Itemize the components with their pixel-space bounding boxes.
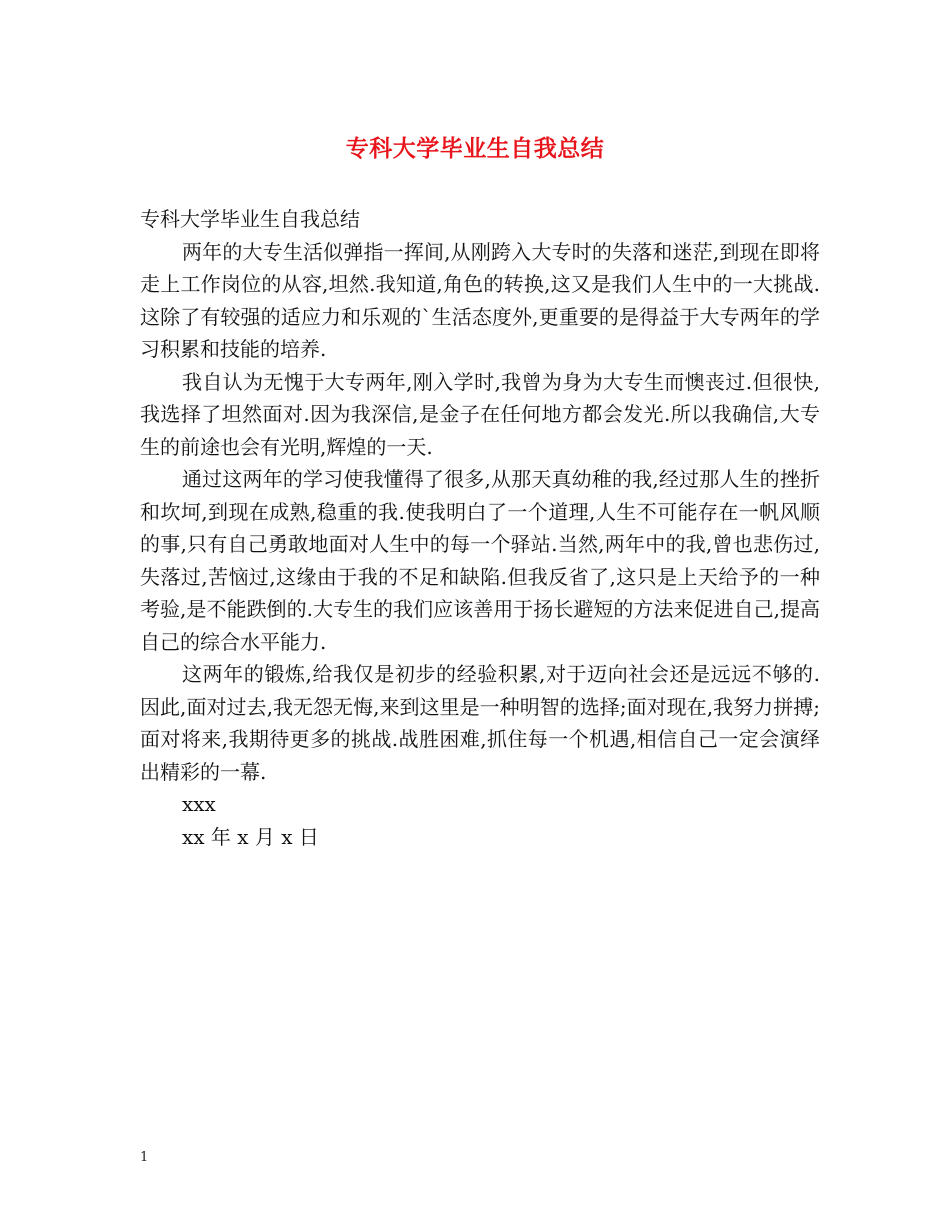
signature: xxx (182, 792, 216, 816)
document-subheading: 专科大学毕业生自我总结 (140, 207, 360, 231)
page-number: 1 (140, 1150, 149, 1165)
paragraph-1: 两年的大专生活似弹指一挥间,从刚跨入大专时的失落和迷茫,到现在即将走上工作岗位的从容,坦然.我知道,角色的转换,这又是我们人生中的一大挑战.这除了有较强的适应力和乐观的`生活态度外,更重要的是得益于大专两年的学习积累和技能的培养. (140, 239, 820, 361)
document-body (140, 203, 820, 853)
paragraph-3: 通过这两年的学习使我懂得了很多,从那天真幼稚的我,经过那人生的挫折和坎坷,到现在成熟,稳重的我.使我明白了一个道理,人生不可能存在一帆风顺的事,只有自己勇敢地面对人生中的每一个驿站.当然,两年中的我,曾也悲伤过,失落过,苦恼过,这缘由于我的不足和缺陷.但我反省了,这只是上天给予的一种考验,是不能跌倒的.大专生的我们应该善用于扬长避短的方法来促进自己,提高自己的综合水平能力. (140, 467, 820, 654)
signature-date: xx 年 x 月 x 日 (182, 824, 319, 849)
document-title: 专科大学毕业生自我总结 (345, 136, 605, 162)
paragraph-4: 这两年的锻炼,给我仅是初步的经验积累,对于迈向社会还是远远不够的.因此,面对过去,我无怨无悔,来到这里是一种明智的选择;面对现在,我努力拼搏;面对将来,我期待更多的挑战.战胜困难,抓住每一个机遇,相信自己一定会演绎出精彩的一幕. (140, 662, 820, 784)
paragraph-2: 我自认为无愧于大专两年,刚入学时,我曾为身为大专生而懊丧过.但很快,我选择了坦然面对.因为我深信,是金子在任何地方都会发光.所以我确信,大专生的前途也会有光明,辉煌的一天. (140, 369, 820, 459)
